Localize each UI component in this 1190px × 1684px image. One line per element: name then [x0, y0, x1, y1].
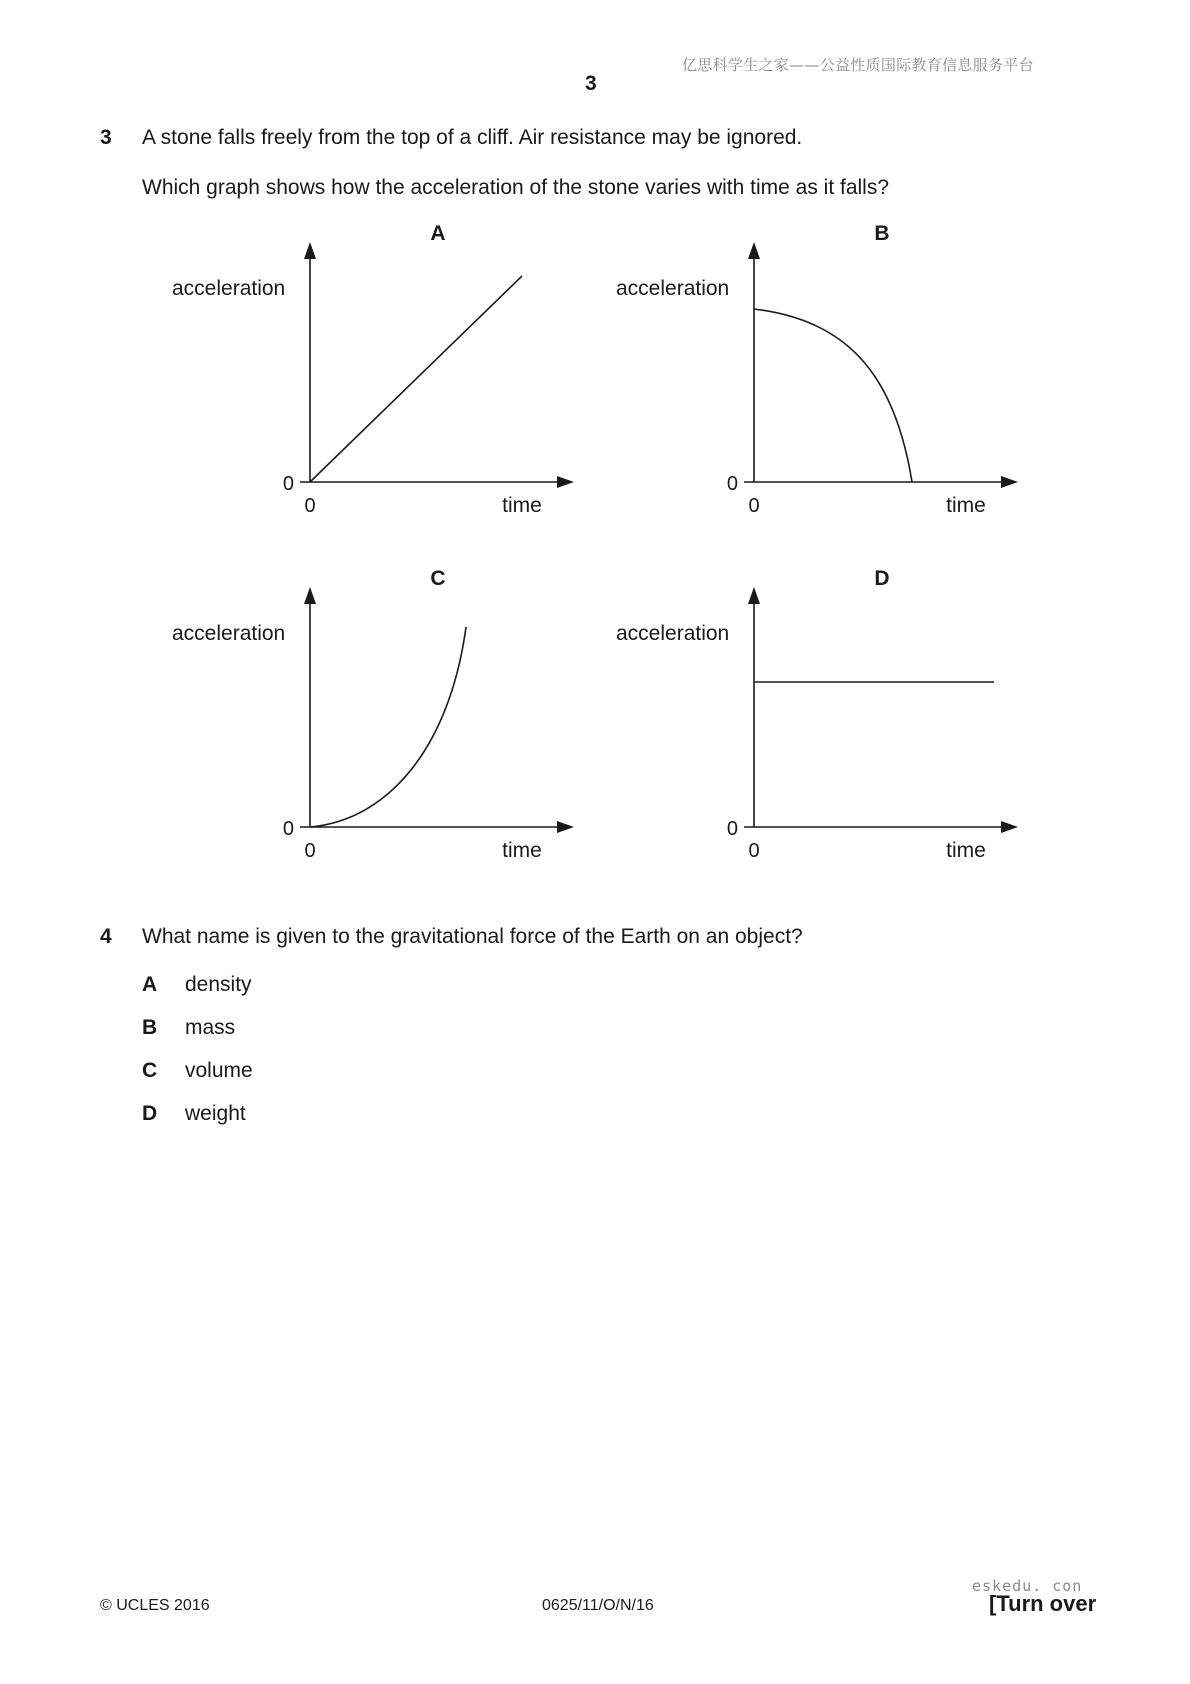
origin-y-label: 0: [726, 818, 738, 840]
graph-line: [310, 276, 522, 482]
origin-x-label: 0: [304, 840, 316, 862]
y-axis-arrow: [748, 242, 760, 259]
footer-copyright: © UCLES 2016: [100, 1597, 210, 1614]
y-axis-label: acceleration: [172, 277, 286, 300]
y-axis-label: acceleration: [172, 622, 286, 645]
question-4-number: 4: [100, 925, 112, 948]
x-axis-arrow: [1001, 476, 1018, 488]
graph-label: C: [430, 567, 446, 590]
x-axis-arrow: [1001, 821, 1018, 833]
origin-x-label: 0: [748, 495, 760, 517]
graph-b: [594, 220, 1034, 540]
graph-label: B: [874, 222, 890, 245]
turn-over-label: [Turn over: [989, 1591, 1097, 1616]
page-number: 3: [585, 72, 597, 95]
x-axis-label: time: [946, 839, 986, 862]
origin-y-label: 0: [282, 818, 294, 840]
graph-label: D: [874, 567, 890, 590]
option-b-letter: B: [142, 1016, 158, 1039]
option-b-text: mass: [185, 1016, 236, 1039]
y-axis-arrow: [304, 242, 316, 259]
origin-y-label: 0: [282, 473, 294, 495]
x-axis-label: time: [946, 494, 986, 517]
footer-paper-code: 0625/11/O/N/16: [542, 1597, 654, 1614]
y-axis-arrow: [748, 587, 760, 604]
graph-a: [150, 220, 590, 540]
y-axis-label: acceleration: [616, 277, 730, 300]
y-axis-arrow: [304, 587, 316, 604]
graph-curve: [754, 309, 912, 482]
question-3-text-1: A stone falls freely from the top of a cliff. Air resistance may be ignored.: [142, 126, 803, 149]
option-c-text: volume: [185, 1059, 253, 1082]
question-4-text: What name is given to the gravitational force of the Earth on an object?: [142, 925, 803, 948]
origin-x-label: 0: [304, 495, 316, 517]
option-c-letter: C: [142, 1059, 158, 1082]
option-d-letter: D: [142, 1102, 158, 1125]
x-axis-arrow: [557, 821, 574, 833]
option-a-letter: A: [142, 973, 158, 996]
question-3-number: 3: [100, 126, 112, 149]
graph-d: [594, 565, 1034, 885]
graph-label: A: [430, 222, 446, 245]
origin-x-label: 0: [748, 840, 760, 862]
header-watermark: 亿思科学生之家——公益性质国际教育信息服务平台: [682, 56, 1034, 74]
option-d-text: weight: [185, 1102, 246, 1125]
question-3-text-2: Which graph shows how the acceleration of the stone varies with time as it falls?: [142, 176, 890, 199]
option-a-text: density: [185, 973, 252, 996]
x-axis-arrow: [557, 476, 574, 488]
footer-watermark: eskedu. con: [972, 1577, 1083, 1595]
y-axis-label: acceleration: [616, 622, 730, 645]
x-axis-label: time: [502, 839, 542, 862]
x-axis-label: time: [502, 494, 542, 517]
origin-y-label: 0: [726, 473, 738, 495]
graph-curve: [310, 627, 466, 827]
graph-c: [150, 565, 590, 885]
